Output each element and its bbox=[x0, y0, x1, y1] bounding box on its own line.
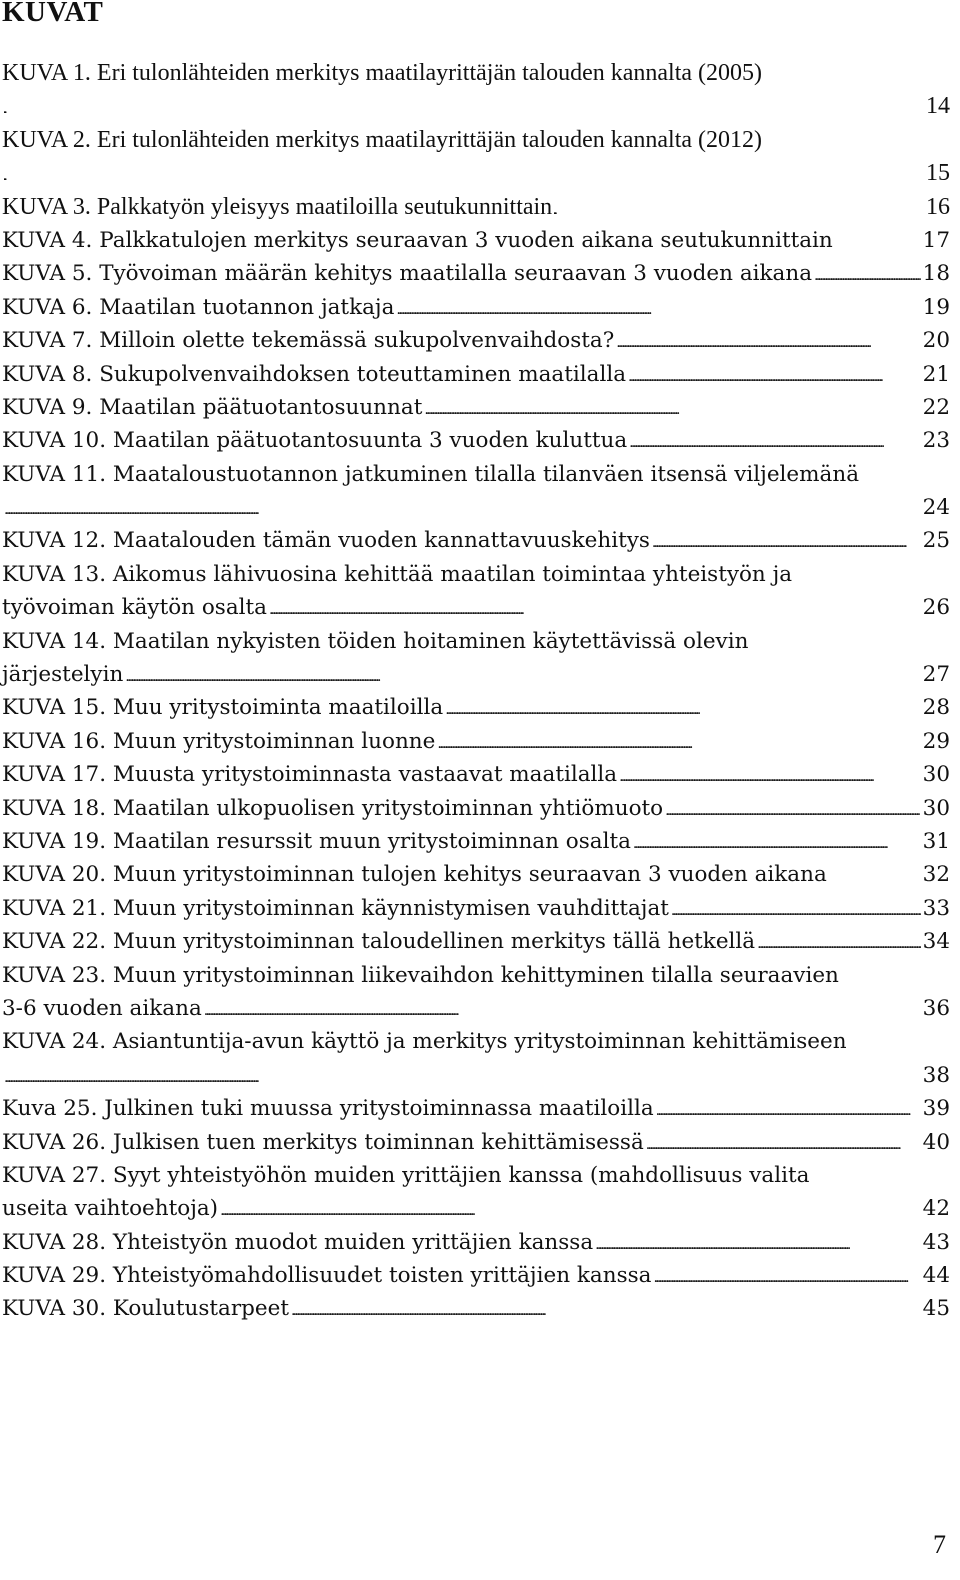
toc-entry-row bbox=[2, 1192, 950, 1225]
toc-entry-title: KUVA 28. Yhteistyön muodot muiden yrittäjien kanssa bbox=[2, 1229, 594, 1255]
toc-entry-page-number: 40 bbox=[922, 1129, 950, 1155]
table-of-figures bbox=[2, 57, 950, 1326]
toc-entry[interactable] bbox=[2, 1126, 950, 1159]
toc-entry[interactable] bbox=[2, 1292, 950, 1325]
toc-entry-title: KUVA 18. Maatilan ulkopuolisen yritystoiminnan yhtiömuoto bbox=[2, 795, 664, 821]
toc-entry[interactable] bbox=[2, 691, 950, 724]
toc-entry-row bbox=[2, 224, 950, 257]
toc-entry[interactable] bbox=[2, 858, 950, 891]
toc-entry-row bbox=[2, 424, 950, 457]
toc-entry-page-number: 18 bbox=[922, 261, 950, 287]
toc-entry-title: KUVA 21. Muun yritystoiminnan käynnistymisen vauhdittajat bbox=[2, 895, 669, 921]
toc-entry-page-number: 31 bbox=[922, 828, 950, 854]
dot-leader bbox=[671, 892, 921, 928]
toc-entry-page-number: 19 bbox=[922, 294, 950, 320]
toc-entry-page-number: 14 bbox=[926, 93, 950, 120]
toc-entry-row bbox=[2, 157, 950, 190]
dot-leader bbox=[646, 1126, 921, 1162]
toc-entry[interactable] bbox=[2, 424, 950, 457]
toc-entry-row bbox=[2, 358, 950, 391]
toc-entry[interactable] bbox=[2, 792, 950, 825]
toc-entry-page-number: 44 bbox=[922, 1263, 950, 1289]
dot-leader bbox=[291, 1292, 921, 1328]
dot-leader bbox=[628, 358, 921, 394]
dot-leader bbox=[424, 391, 920, 427]
toc-entry[interactable] bbox=[2, 959, 950, 1026]
toc-entry-title: useita vaihtoehtoja) bbox=[2, 1196, 219, 1222]
toc-entry-title: KUVA 10. Maatilan päätuotantosuunta 3 vuoden kuluttua bbox=[2, 428, 628, 454]
toc-entry-row bbox=[2, 758, 950, 791]
toc-entry-title: KUVA 3. Palkkatyön yleisyys maatiloilla seutukunnittain bbox=[2, 193, 553, 220]
toc-entry-row bbox=[2, 1126, 950, 1159]
dot-leader bbox=[445, 691, 920, 727]
toc-entry-row bbox=[2, 858, 950, 891]
dot-leader bbox=[4, 90, 924, 126]
dot-leader bbox=[204, 992, 921, 1028]
toc-entry-row bbox=[2, 725, 950, 758]
toc-entry-page-number: 25 bbox=[922, 528, 950, 554]
toc-entry[interactable] bbox=[2, 291, 950, 324]
toc-entry-title: työvoiman käytön osalta bbox=[2, 595, 267, 621]
toc-entry-title-line: KUVA 13. Aikomus lähivuosina kehittää maatilan toimintaa yhteistyön ja bbox=[2, 561, 793, 587]
toc-entry[interactable] bbox=[2, 1025, 950, 1092]
toc-entry[interactable] bbox=[2, 391, 950, 424]
page-number: 7 bbox=[933, 1530, 946, 1559]
toc-entry-page-number: 45 bbox=[922, 1296, 950, 1322]
toc-entry-row bbox=[2, 992, 950, 1025]
dot-leader bbox=[4, 491, 921, 527]
toc-entry-title: järjestelyin bbox=[2, 662, 124, 688]
toc-entry-page-number: 43 bbox=[922, 1229, 950, 1255]
toc-entry-title-line: KUVA 23. Muun yritystoiminnan liikevaihdon kehittyminen tilalla seuraavien bbox=[2, 962, 839, 988]
toc-entry-title: KUVA 9. Maatilan päätuotantosuunnat bbox=[2, 394, 423, 420]
toc-entry-title: KUVA 26. Julkisen tuen merkitys toiminnan kehittämisessä bbox=[2, 1129, 644, 1155]
toc-entry-row bbox=[2, 691, 950, 724]
toc-entry-page-number: 30 bbox=[922, 762, 950, 788]
page-heading: KUVAT bbox=[2, 0, 104, 28]
toc-entry[interactable] bbox=[2, 825, 950, 858]
toc-entry-title: KUVA 16. Muun yritystoiminnan luonne bbox=[2, 728, 436, 754]
dot-leader bbox=[125, 658, 920, 694]
dot-leader bbox=[665, 792, 921, 828]
dot-leader bbox=[437, 725, 920, 761]
toc-entry[interactable] bbox=[2, 191, 950, 224]
dot-leader bbox=[4, 157, 924, 193]
dot-leader bbox=[4, 1059, 921, 1095]
toc-entry-row bbox=[2, 658, 950, 691]
toc-entry[interactable] bbox=[2, 1226, 950, 1259]
dot-leader bbox=[814, 257, 921, 293]
dot-leader bbox=[633, 825, 921, 861]
dot-leader bbox=[656, 1092, 921, 1128]
toc-entry-row bbox=[2, 191, 950, 224]
dot-leader bbox=[652, 524, 921, 560]
toc-entry-page-number: 26 bbox=[922, 595, 950, 621]
toc-entry-row bbox=[2, 391, 950, 424]
toc-entry[interactable] bbox=[2, 524, 950, 557]
toc-entry-row bbox=[2, 90, 950, 123]
toc-entry-page-number: 24 bbox=[922, 495, 950, 521]
toc-entry-page-number: 34 bbox=[922, 929, 950, 955]
toc-entry-title: Kuva 25. Julkinen tuki muussa yritystoiminnassa maatiloilla bbox=[2, 1096, 654, 1122]
toc-entry-row bbox=[2, 324, 950, 357]
toc-entry-title: KUVA 6. Maatilan tuotannon jatkaja bbox=[2, 294, 395, 320]
toc-entry-title: KUVA 29. Yhteistyömahdollisuudet toisten yrittäjien kanssa bbox=[2, 1263, 652, 1289]
toc-entry[interactable] bbox=[2, 558, 950, 625]
toc-entry-title: KUVA 5. Työvoiman määrän kehitys maatilalla seuraavan 3 vuoden aikana bbox=[2, 261, 813, 287]
toc-entry[interactable] bbox=[2, 458, 950, 525]
toc-entry-row bbox=[2, 491, 950, 524]
toc-entry-page-number: 30 bbox=[922, 795, 950, 821]
toc-entry-row bbox=[2, 591, 950, 624]
toc-entry[interactable] bbox=[2, 57, 950, 124]
dot-leader bbox=[269, 591, 921, 627]
toc-entry-page-number: 23 bbox=[922, 428, 950, 454]
toc-entry-page-number: 29 bbox=[922, 728, 950, 754]
toc-entry-row bbox=[2, 925, 950, 958]
toc-entry-title-line: KUVA 14. Maatilan nykyisten töiden hoitaminen käytettävissä olevin bbox=[2, 628, 749, 654]
toc-entry-page-number: 33 bbox=[922, 895, 950, 921]
toc-entry-title: KUVA 30. Koulutustarpeet bbox=[2, 1296, 289, 1322]
toc-entry[interactable] bbox=[2, 1159, 950, 1226]
toc-entry-title-line: KUVA 11. Maataloustuotannon jatkuminen tilalla tilanväen itsensä viljelemänä bbox=[2, 461, 860, 487]
toc-entry-title-line: KUVA 24. Asiantuntija-avun käyttö ja merkitys yritystoiminnan kehittämiseen bbox=[2, 1029, 847, 1055]
toc-entry-title: KUVA 19. Maatilan resurssit muun yritystoiminnan osalta bbox=[2, 828, 631, 854]
dot-leader bbox=[619, 758, 921, 794]
toc-entry-row bbox=[2, 257, 950, 290]
toc-entry-page-number: 27 bbox=[922, 662, 950, 688]
toc-entry-title: KUVA 15. Muu yritystoiminta maatiloilla bbox=[2, 695, 444, 721]
toc-entry-title-line: KUVA 2. Eri tulonlähteiden merkitys maatilayrittäjän talouden kannalta (2012) bbox=[2, 126, 763, 153]
dot-leader bbox=[396, 291, 920, 327]
toc-entry-row bbox=[2, 1259, 950, 1292]
toc-entry-page-number: 17 bbox=[922, 227, 950, 253]
toc-entry-row bbox=[2, 524, 950, 557]
toc-entry-title: KUVA 22. Muun yritystoiminnan taloudellinen merkitys tällä hetkellä bbox=[2, 929, 756, 955]
toc-entry[interactable] bbox=[2, 124, 950, 191]
toc-entry-page-number: 16 bbox=[926, 193, 950, 220]
dot-leader bbox=[595, 1226, 920, 1262]
toc-entry[interactable] bbox=[2, 324, 950, 357]
toc-entry-row bbox=[2, 1292, 950, 1325]
toc-entry-row bbox=[2, 1226, 950, 1259]
toc-entry[interactable] bbox=[2, 725, 950, 758]
toc-entry-page-number: 36 bbox=[922, 995, 950, 1021]
toc-entry-row bbox=[2, 825, 950, 858]
toc-entry-title-line: KUVA 27. Syyt yhteistyöhön muiden yrittäjien kanssa (mahdollisuus valita bbox=[2, 1162, 810, 1188]
dot-leader bbox=[653, 1259, 920, 1295]
toc-entry-page-number: 32 bbox=[922, 862, 950, 888]
toc-entry[interactable] bbox=[2, 358, 950, 391]
toc-entry[interactable] bbox=[2, 925, 950, 958]
toc-entry[interactable] bbox=[2, 625, 950, 692]
toc-entry-title-line: KUVA 1. Eri tulonlähteiden merkitys maatilayrittäjän talouden kannalta (2005) bbox=[2, 60, 763, 86]
toc-entry-page-number: 15 bbox=[926, 160, 950, 187]
dot-leader bbox=[629, 424, 920, 460]
toc-entry-row bbox=[2, 1092, 950, 1125]
toc-entry-title: KUVA 4. Palkkatulojen merkitys seuraavan 3 vuoden aikana seutukunnittain bbox=[2, 227, 833, 253]
toc-entry[interactable] bbox=[2, 257, 950, 290]
toc-entry-title: KUVA 20. Muun yritystoiminnan tulojen kehitys seuraavan 3 vuoden aikana bbox=[2, 862, 827, 888]
toc-entry[interactable] bbox=[2, 892, 950, 925]
toc-entry-page-number: 20 bbox=[922, 328, 950, 354]
toc-entry-row bbox=[2, 892, 950, 925]
toc-entry[interactable] bbox=[2, 1259, 950, 1292]
toc-entry-title: 3-6 vuoden aikana bbox=[2, 995, 202, 1021]
toc-entry-row bbox=[2, 291, 950, 324]
toc-entry[interactable] bbox=[2, 758, 950, 791]
dot-leader bbox=[757, 925, 921, 961]
dot-leader bbox=[554, 191, 924, 227]
toc-entry[interactable] bbox=[2, 224, 950, 257]
toc-entry-row bbox=[2, 792, 950, 825]
toc-entry-title: KUVA 7. Milloin olette tekemässä sukupolvenvaihdosta? bbox=[2, 328, 615, 354]
toc-entry-page-number: 21 bbox=[922, 361, 950, 387]
toc-entry-title: KUVA 8. Sukupolvenvaihdoksen toteuttaminen maatilalla bbox=[2, 361, 627, 387]
dot-leader bbox=[220, 1192, 921, 1228]
toc-entry-title: KUVA 12. Maatalouden tämän vuoden kannattavuuskehitys bbox=[2, 528, 650, 554]
toc-entry-page-number: 28 bbox=[922, 695, 950, 721]
toc-entry-page-number: 22 bbox=[922, 394, 950, 420]
toc-entry-page-number: 39 bbox=[922, 1096, 950, 1122]
toc-entry[interactable] bbox=[2, 1092, 950, 1125]
toc-entry-title: KUVA 17. Muusta yritystoiminnasta vastaavat maatilalla bbox=[2, 762, 618, 788]
dot-leader bbox=[616, 324, 920, 360]
toc-entry-row bbox=[2, 1059, 950, 1092]
toc-entry-page-number: 38 bbox=[922, 1062, 950, 1088]
toc-entry-page-number: 42 bbox=[922, 1196, 950, 1222]
